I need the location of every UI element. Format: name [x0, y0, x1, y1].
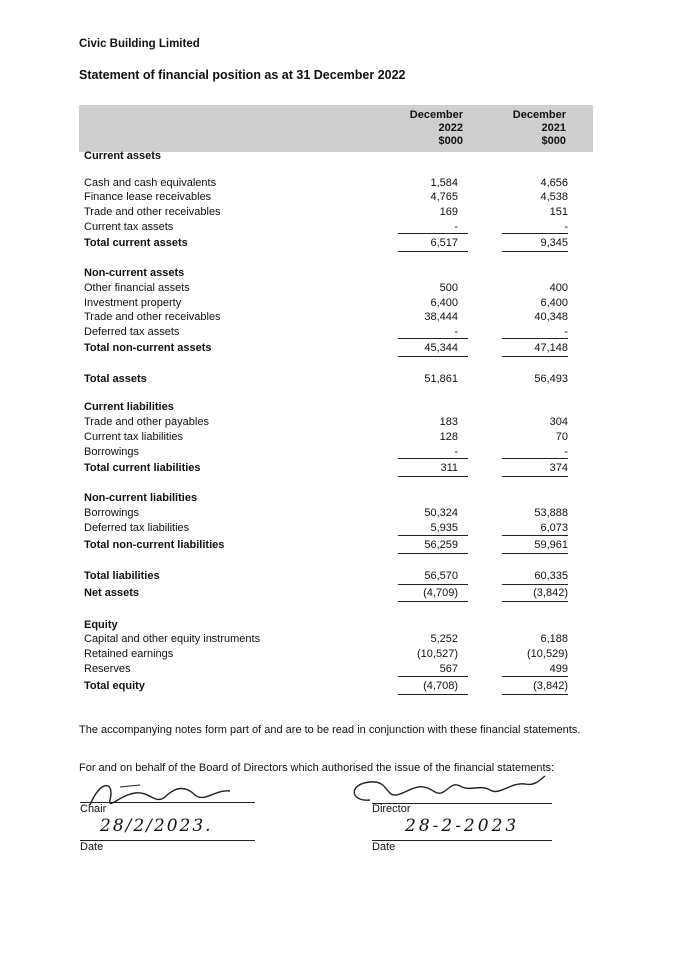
value-2022: 128 — [439, 431, 458, 443]
row-label: Non-current liabilities — [84, 492, 198, 504]
director-date-line — [372, 840, 552, 841]
value-2022: 56,259 — [424, 539, 458, 551]
value-2021: 400 — [549, 282, 568, 294]
table-row — [84, 372, 568, 387]
value-2022: 45,344 — [424, 342, 458, 354]
table-row — [84, 618, 568, 633]
total-rule — [398, 476, 468, 477]
director-date-label: Date — [372, 841, 396, 853]
total-rule — [502, 356, 568, 357]
table-row — [84, 310, 568, 325]
subtotal-rule — [398, 458, 468, 459]
subtotal-rule — [398, 338, 468, 339]
value-2021: (3,842) — [533, 587, 568, 599]
row-label: Trade and other receivables — [84, 206, 221, 218]
value-2021: 6,188 — [540, 633, 568, 645]
row-label: Trade and other payables — [84, 416, 209, 428]
total-rule — [398, 601, 468, 602]
table-row — [84, 296, 568, 311]
table-row — [84, 430, 568, 445]
row-label: Reserves — [84, 663, 131, 675]
subtotal-rule — [502, 233, 568, 234]
authorisation-statement: For and on behalf of the Board of Directors which authorised the issue of the financial statements: — [79, 762, 555, 774]
notes-statement: The accompanying notes form part of and are to be read in conjunction with these financial statements. — [79, 724, 581, 736]
row-label: Borrowings — [84, 446, 140, 458]
value-2021: 304 — [549, 416, 568, 428]
value-2022: (4,709) — [423, 587, 458, 599]
value-2021: 4,538 — [540, 191, 568, 203]
total-rule — [502, 476, 568, 477]
value-2022: 6,517 — [430, 237, 458, 249]
company-name: Civic Building Limited — [79, 38, 200, 50]
total-rule — [502, 251, 568, 252]
value-2022: 311 — [440, 462, 458, 474]
chair-label: Chair — [80, 803, 107, 815]
value-2022: (4,708) — [423, 680, 458, 692]
value-2021: 151 — [549, 206, 568, 218]
value-2022: 183 — [439, 416, 458, 428]
row-label: Net assets — [84, 587, 140, 599]
subtotal-rule — [398, 676, 468, 677]
value-2022: 500 — [439, 282, 458, 294]
subtotal-rule — [502, 535, 568, 536]
table-row — [84, 190, 568, 205]
table-row — [84, 176, 568, 191]
subtotal-rule — [398, 584, 468, 585]
row-label: Trade and other receivables — [84, 311, 221, 323]
value-2022: 50,324 — [424, 507, 458, 519]
table-row — [84, 341, 568, 356]
subtotal-rule — [502, 338, 568, 339]
row-label: Other financial assets — [84, 282, 190, 294]
row-label: Total current liabilities — [84, 462, 201, 474]
row-label: Total equity — [84, 680, 145, 692]
row-label: Total assets — [84, 373, 147, 385]
value-2022: 56,570 — [424, 570, 458, 582]
statement-title: Statement of financial position as at 31 December 2022 — [79, 68, 406, 82]
value-2021: 6,400 — [540, 297, 568, 309]
chair-date-line — [80, 840, 255, 841]
director-label: Director — [372, 803, 411, 815]
value-2021: 70 — [555, 431, 568, 443]
table-row — [84, 632, 568, 647]
value-2021: 374 — [549, 462, 568, 474]
total-rule — [398, 694, 468, 695]
table-row — [84, 679, 568, 694]
table-row — [84, 281, 568, 296]
table-row — [84, 236, 568, 251]
value-2022: (10,527) — [417, 648, 458, 660]
value-2021: - — [564, 221, 568, 233]
value-2021: 4,656 — [540, 177, 568, 189]
value-2021: 47,148 — [534, 342, 568, 354]
row-label: Total current assets — [84, 237, 188, 249]
table-row — [84, 415, 568, 430]
row-label: Current tax assets — [84, 221, 174, 233]
value-2022: 38,444 — [424, 311, 458, 323]
subtotal-rule — [502, 584, 568, 585]
value-2021: 9,345 — [540, 237, 568, 249]
row-label: Deferred tax liabilities — [84, 522, 190, 534]
value-2022: 5,935 — [430, 522, 458, 534]
row-label: Borrowings — [84, 507, 140, 519]
subtotal-rule — [502, 676, 568, 677]
row-label: Total non-current assets — [84, 342, 212, 354]
value-2022: 6,400 — [430, 297, 458, 309]
value-2021: 56,493 — [534, 373, 568, 385]
row-label: Retained earnings — [84, 648, 174, 660]
table-row — [84, 647, 568, 662]
table-row — [84, 325, 568, 340]
chair-date-label: Date — [80, 841, 104, 853]
total-rule — [398, 251, 468, 252]
value-2021: 6,073 — [540, 522, 568, 534]
value-2022: - — [454, 326, 458, 338]
row-label: Non-current assets — [84, 267, 185, 279]
table-row — [84, 149, 568, 164]
table-row — [84, 220, 568, 235]
table-row — [84, 205, 568, 220]
total-rule — [502, 553, 568, 554]
director-handwritten-date: 28-2-2023 — [405, 816, 520, 836]
value-2021: 40,348 — [534, 311, 568, 323]
table-row — [84, 538, 568, 553]
value-2022: - — [454, 221, 458, 233]
total-rule — [398, 553, 468, 554]
row-label: Current assets — [84, 150, 162, 162]
row-label: Current tax liabilities — [84, 431, 184, 443]
row-label: Total non-current liabilities — [84, 539, 225, 551]
table-row — [84, 491, 568, 506]
row-label: Finance lease receivables — [84, 191, 212, 203]
value-2022: 169 — [439, 206, 458, 218]
subtotal-rule — [398, 233, 468, 234]
table-row — [84, 662, 568, 677]
total-rule — [398, 356, 468, 357]
subtotal-rule — [398, 535, 468, 536]
value-2022: - — [454, 446, 458, 458]
value-2021: - — [564, 446, 568, 458]
row-label: Investment property — [84, 297, 182, 309]
table-row — [84, 586, 568, 601]
value-2022: 5,252 — [430, 633, 458, 645]
table-row — [84, 506, 568, 521]
table-row — [84, 445, 568, 460]
subtotal-rule — [502, 458, 568, 459]
row-label: Total liabilities — [84, 570, 160, 582]
value-2021: - — [564, 326, 568, 338]
value-2022: 51,861 — [424, 373, 458, 385]
row-label: Capital and other equity instruments — [84, 633, 261, 645]
value-2021: 53,888 — [534, 507, 568, 519]
row-label: Equity — [84, 619, 118, 631]
column-header-2022: December 2022 $000 — [409, 109, 463, 147]
total-rule — [502, 694, 568, 695]
value-2021: (3,842) — [533, 680, 568, 692]
value-2022: 4,765 — [430, 191, 458, 203]
value-2021: (10,529) — [527, 648, 568, 660]
table-row — [84, 461, 568, 476]
value-2022: 567 — [439, 663, 458, 675]
table-row — [84, 521, 568, 536]
table-row — [84, 569, 568, 584]
row-label: Deferred tax assets — [84, 326, 180, 338]
table-row — [84, 266, 568, 281]
chair-handwritten-date: 28/2/2023. — [100, 816, 213, 836]
table-row — [84, 400, 568, 415]
value-2022: 1,584 — [430, 177, 458, 189]
value-2021: 60,335 — [534, 570, 568, 582]
value-2021: 499 — [549, 663, 568, 675]
chair-signature — [80, 775, 260, 815]
row-label: Current liabilities — [84, 401, 174, 413]
column-header-2021: December 2021 $000 — [512, 109, 566, 147]
total-rule — [502, 601, 568, 602]
row-label: Cash and cash equivalents — [84, 177, 217, 189]
value-2021: 59,961 — [534, 539, 568, 551]
